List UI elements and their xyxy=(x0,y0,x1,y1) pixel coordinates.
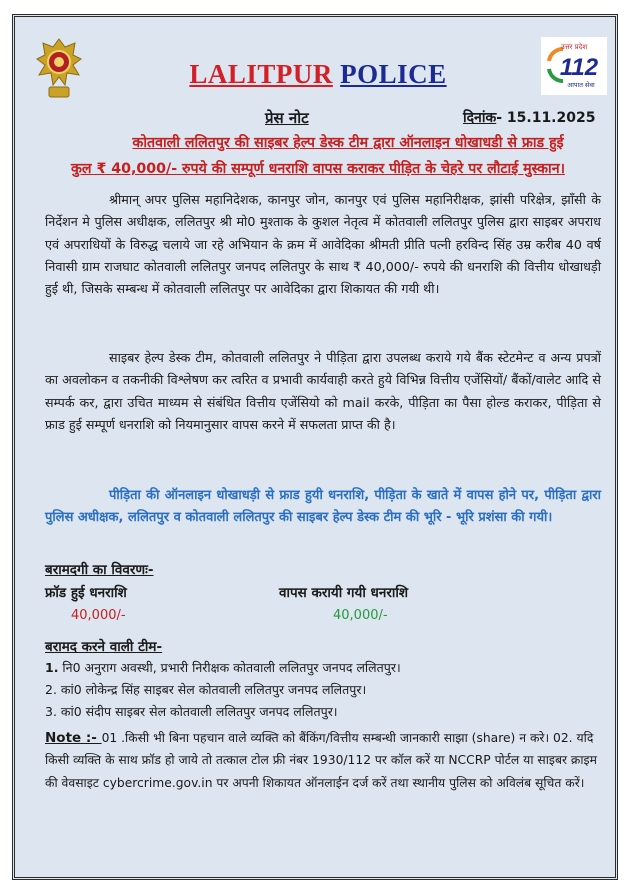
team-member-text: कां0 लोकेन्द्र सिंह साइबर सेल कोतवाली ललितपुर जनपद ललितपुर। xyxy=(56,682,367,697)
page-title xyxy=(15,59,621,90)
press-note-label: प्रेस नोट xyxy=(265,109,309,127)
returned-amount-label: वापस करायी गयी धनराशि xyxy=(279,585,409,601)
date-value: - 15.11.2025 xyxy=(496,110,596,126)
returned-amount-value: 40,000/- xyxy=(333,608,388,623)
team-member-1 xyxy=(45,659,401,676)
paragraph-3: पीड़िता की ऑनलाइन धोखाधड़ी से फ्राड हुयी धनराशि, पीड़िता के खाते में वापस होने पर, पीड़िता द्वारा पुलिस अधीक्षक, ललितपुर व कोतवाली ललितपुर की साइबर हेल्प डेस्क टीम की भूरि - भूरि प्रशंसा की गयी। xyxy=(45,488,601,526)
subheadline-line-2: कुल ₹ 40,000/- रुपये की सम्पूर्ण धनराशि वापस कराकर पीड़ित के चेहरे पर लौटाई मुस्कान। xyxy=(71,161,565,177)
team-member-2 xyxy=(45,681,366,698)
team-member-text: कां0 संदीप साइबर सेल कोतवाली ललितपुर जनपद ललितपुर। xyxy=(56,704,338,719)
fraud-amount-value: 40,000/- xyxy=(71,608,126,623)
note xyxy=(45,727,605,794)
logo-number: 112 xyxy=(559,54,599,81)
title-police: POLICE xyxy=(340,59,447,89)
team-member-number: 2. xyxy=(45,682,57,697)
logo-bottom-text: आपात सेवा xyxy=(567,81,595,89)
team-member-3 xyxy=(45,703,338,720)
date-label: दिनांक xyxy=(463,110,497,126)
recovery-heading: बरामदगी का विवरणः- xyxy=(45,562,154,578)
paragraph-1: श्रीमान् अपर पुलिस महानिदेशक, कानपुर जोन, कानपुर एवं पुलिस महानिरीक्षक, झांसी परिक्षेत्र, झाँसी के निर्देशन मे पुलिस अधीक्षक, ललितपुर श्री मो0 मुश्ताक के कुशल नेतृत्व में कोतवाली ललितपुर पुलिस द्वारा साइबर अपराध एवं अपराधियों के विरुद्ध चलाये जा रहे अभियान के क्रम में आवेदिका श्रीमती प्रीति पत्नी हरविन्द सिंह उम्र करीब 40 वर्ष निवासी ग्राम राजघाट कोतवाली ललितपुर जनपद ललितपुर के साथ ₹ 40,000/- रुपये की धनराशि की वित्तीय धोखाधड़ी हुई थी, जिसके सम्बन्ध में कोतवाली ललितपुर पर आवेदिका द्वारा शिकायत की गयी थी। xyxy=(45,192,601,297)
paragraph-2: साइबर हेल्प डेस्क टीम, कोतवाली ललितपुर ने पीड़िता द्वारा उपलब्ध कराये गये बैंक स्टेटमेन्ट व अन्य प्रपत्रों का अवलोकन व तकनीकी विश्लेषण कर त्वरित व प्रभावी कार्यवाही करते हुये विभिन्न वित्तीय एजेंसियों/ बैंकों/वालेट आदि से सम्पर्क कर, द्वारा उचित माध्यम से संबंधित वित्तीय एजेंसियो को mail करके, पीड़िता का पैसा होल्ड कराकर, पीड़िता से फ्राड हुई सम्पूर्ण धनराशि को नियमानुसार वापस करने में सफलता प्राप्त की है। xyxy=(45,350,601,432)
note-text: 01 .किसी भी बिना पहचान वाले व्यक्ति को बैंकिंग/वित्तीय सम्बन्धी जानकारी साझा (share) न करे। 02. यदि किसी व्यक्ति के साथ फ्रॉड हो जाये तो तत्काल टोल फ्री नंबर 1930/112 पर कॉल करें या NCCRP पोर्टल या साइबर क्राइम की वेवसाइट cybercrime.gov.in पर अपनी शिकायत ऑनलाईन दर्ज करें तथा स्थानीय पुलिस को अविलंब सूचित करें। xyxy=(45,731,597,790)
team-member-number: 1. xyxy=(45,660,59,675)
team-heading: बरामद करने वाली टीम- xyxy=(45,639,163,655)
title-city: LALITPUR xyxy=(189,59,333,89)
team-member-text: नि0 अनुराग अवस्थी, प्रभारी निरीक्षक कोतवाली ललितपुर जनपद ललितपुर। xyxy=(58,660,401,675)
subheadline-line-1: कोतवाली ललितपुर की साइबर हेल्प डेस्क टीम द्वारा ऑनलाइन धोखाधडी से फ्राड हुई xyxy=(132,135,564,151)
team-member-number: 3. xyxy=(45,704,57,719)
fraud-amount-label: फ्रॉड हुई धनराशि xyxy=(45,585,127,601)
note-label: Note :- xyxy=(45,730,102,746)
press-note-page xyxy=(12,14,618,880)
date xyxy=(463,108,595,127)
logo-top-text: उत्तर प्रदेश xyxy=(560,43,588,51)
